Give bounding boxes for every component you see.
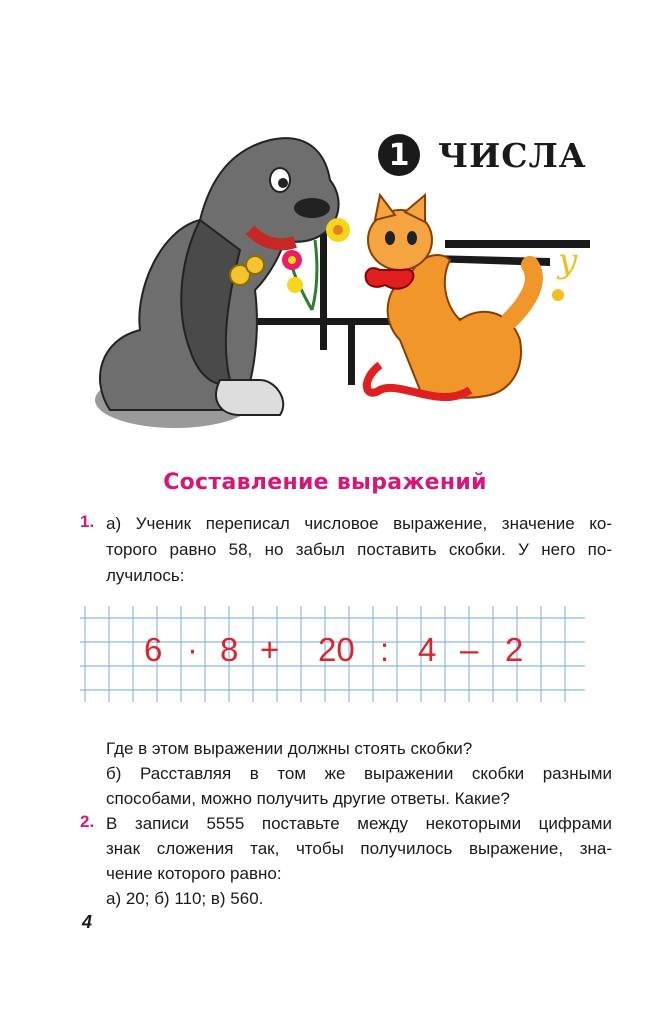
chapter-title: ЧИСЛА <box>438 135 587 175</box>
chapter-heading <box>378 134 587 176</box>
expression-token-8: – <box>460 631 479 668</box>
section-title: Составление выражений <box>163 470 487 495</box>
expression-token-7: 4 <box>418 631 437 668</box>
expression-token-3: 8 <box>220 631 239 668</box>
task-1-line-1: а) Ученик переписал числовое выражение, значение ко- <box>106 514 612 533</box>
task-2-number: 2. <box>80 812 95 831</box>
task-2-line-4: а) 20; б) 110; в) 560. <box>106 889 264 908</box>
expression-token-5: 20 <box>318 631 355 668</box>
expression-token-2: · <box>187 631 198 668</box>
task-2-line-1: В записи 5555 поставьте между некоторыми цифрами <box>106 814 612 833</box>
task-2-line-2: знак сложения так, чтобы получилось выражение, зна- <box>106 839 612 858</box>
task-2-line-3: чение которого равно: <box>106 864 282 883</box>
chapter-number-badge: 1 <box>378 134 420 176</box>
task-1-line-2: торого равно 58, но забыл поставить скобки. У него по- <box>106 540 612 559</box>
expression-token-6: : <box>380 631 390 668</box>
expression-token-9: 2 <box>505 631 524 668</box>
task-1-line-3: лучилось: <box>106 566 185 585</box>
expression-token-1: 6 <box>144 631 163 668</box>
page-number: 4 <box>82 912 93 932</box>
task-1-line-b-2: способами, можно получить другие ответы. Какие? <box>106 789 510 808</box>
task-1-line-b-1: б) Расставляя в том же выражении скобки разными <box>106 764 612 783</box>
task-1-question-a: Где в этом выражении должны стоять скобки? <box>106 739 473 758</box>
cat-image <box>366 195 534 398</box>
expression-token-4: + <box>260 631 280 668</box>
task-1-number: 1. <box>80 512 95 531</box>
y-letter: y <box>558 241 578 281</box>
